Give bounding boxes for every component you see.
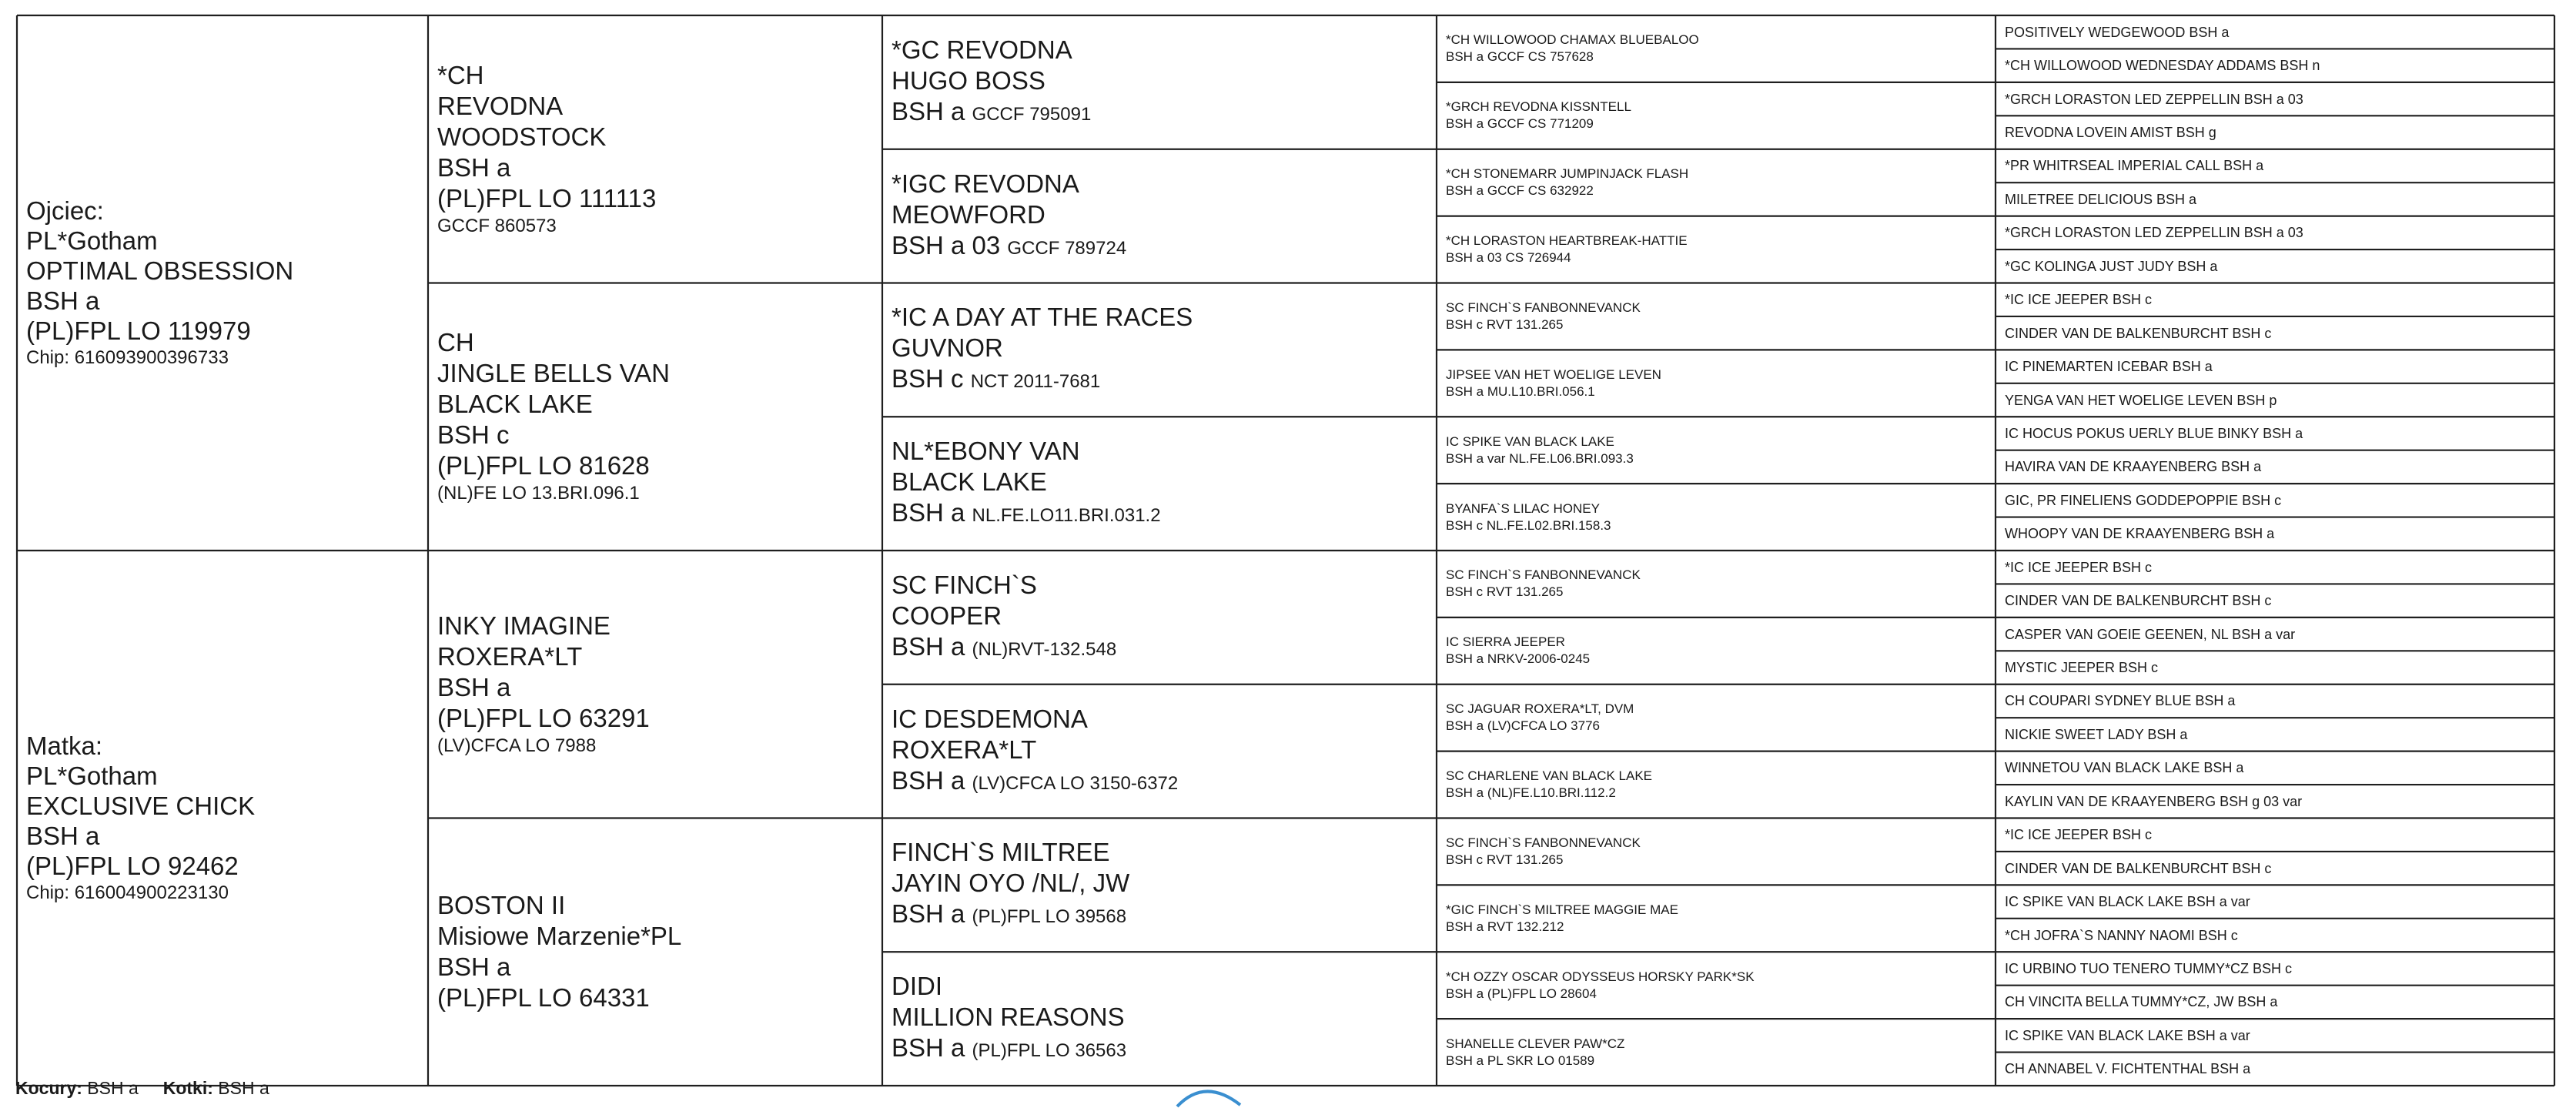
males-value: BSH a (87, 1078, 139, 1098)
ancestor-line: SC FINCH`S FANBONNEVANCK (1446, 835, 1641, 850)
ancestor-line: SHANELLE CLEVER PAW*CZ (1446, 1036, 1625, 1051)
ancestor-line: *CH WILLOWOOD CHAMAX BLUEBALOO (1446, 32, 1699, 48)
great-grandparent-line: GUVNOR (892, 333, 1003, 363)
ancestor-line: BSH a (LV)CFCA LO 3776 (1446, 718, 1600, 734)
ancestor-gen4-cell (1446, 484, 1989, 551)
ancestor-line: CINDER VAN DE BALKENBURCHT BSH c (2005, 593, 2272, 609)
registration-number: GCCF 795091 (972, 103, 1092, 125)
ancestor-gen5-cell (2005, 484, 2548, 517)
ancestor-line: YENGA VAN HET WOELIGE LEVEN BSH p (2005, 392, 2277, 408)
grandparent-cell (437, 551, 876, 818)
grandparent-line: (PL)FPL LO 81628 (437, 451, 650, 480)
ancestor-gen4-cell (1446, 551, 1989, 618)
registration-number: NCT 2011-7681 (970, 371, 1101, 393)
ancestor-line: *PR WHITRSEAL IMPERIAL CALL BSH a (2005, 158, 2264, 174)
great-grandparent-cell (892, 283, 1430, 417)
parent-line: OPTIMAL OBSESSION (26, 256, 294, 285)
ancestor-line: REVODNA LOVEIN AMIST BSH g (2005, 125, 2216, 141)
males-label: Kocury: (15, 1078, 82, 1098)
ancestor-gen5-cell (2005, 417, 2548, 450)
ancestor-gen4-cell (1446, 283, 1989, 350)
ancestor-line: *IC ICE JEEPER BSH c (2005, 827, 2153, 843)
great-grandparent-line: HUGO BOSS (892, 65, 1045, 95)
breed-line: BSH a NL.FE.LO11.BRI.031.2 (892, 498, 1161, 527)
ancestor-line: *GC KOLINGA JUST JUDY BSH a (2005, 258, 2218, 274)
ancestor-line: HAVIRA VAN DE KRAAYENBERG BSH a (2005, 459, 2262, 475)
great-grandparent-line: MEOWFORD (892, 199, 1045, 229)
ancestor-line: BSH c RVT 131.265 (1446, 316, 1564, 332)
parent-line: BSH a (26, 286, 100, 315)
ancestor-gen5-cell (2005, 919, 2548, 952)
ancestor-line: JIPSEE VAN HET WOELIGE LEVEN (1446, 367, 1661, 382)
great-grandparent-line: *IC A DAY AT THE RACES (892, 303, 1193, 332)
ancestor-gen5-cell (2005, 149, 2548, 182)
ancestor-gen4-cell (1446, 1019, 1989, 1086)
ancestor-gen5-cell (2005, 216, 2548, 249)
ancestor-line: BSH c RVT 131.265 (1446, 852, 1564, 867)
ancestor-line: BSH a NRKV-2006-0245 (1446, 651, 1591, 667)
great-grandparent-cell (892, 685, 1430, 818)
grandparent-line: (PL)FPL LO 63291 (437, 703, 650, 732)
ancestor-line: CH COUPARI SYDNEY BLUE BSH a (2005, 693, 2236, 709)
grandparent-line: WOODSTOCK (437, 122, 607, 151)
registration-number: (NL)FE LO 13.BRI.096.1 (437, 483, 640, 504)
ancestor-line: MILETREE DELICIOUS BSH a (2005, 191, 2197, 207)
ancestor-line: BSH a MU.L10.BRI.056.1 (1446, 383, 1595, 399)
ancestor-line: GIC, PR FINELIENS GODDEPOPPIE BSH c (2005, 492, 2282, 508)
grandparent-line: BSH c (437, 420, 510, 450)
sire-cell (26, 15, 422, 551)
parent-line: (PL)FPL LO 119979 (26, 316, 251, 345)
stamp-mark (1174, 1082, 1243, 1108)
great-grandparent-cell (892, 149, 1430, 283)
ancestor-line: BSH a 03 CS 726944 (1446, 250, 1571, 266)
ancestor-line: *GRCH LORASTON LED ZEPPELLIN BSH a 03 (2005, 225, 2303, 241)
ancestor-line: *IC ICE JEEPER BSH c (2005, 559, 2153, 575)
registration-number: GCCF 789724 (1007, 237, 1127, 259)
breed-line: BSH c NCT 2011-7681 (892, 364, 1101, 393)
registration-number: NL.FE.LO11.BRI.031.2 (972, 505, 1161, 527)
ancestor-gen4-cell (1446, 818, 1989, 885)
registration-number: (LV)CFCA LO 3150-6372 (972, 772, 1179, 794)
grandparent-line: BSH a (437, 952, 511, 982)
ancestor-gen5-cell (2005, 885, 2548, 918)
ancestor-line: IC URBINO TUO TENERO TUMMY*CZ BSH c (2005, 960, 2293, 976)
ancestor-gen5-cell (2005, 986, 2548, 1019)
registration-number: GCCF 860573 (437, 215, 557, 236)
grandparent-line: (PL)FPL LO 111113 (437, 183, 657, 213)
ancestor-line: *IC ICE JEEPER BSH c (2005, 292, 2153, 308)
ancestor-line: *CH JOFRA`S NANNY NAOMI BSH c (2005, 927, 2238, 943)
grandparent-line: ROXERA*LT (437, 641, 583, 671)
grandparent-line: REVODNA (437, 91, 564, 120)
registration-number: (PL)FPL LO 36563 (972, 1040, 1127, 1062)
ancestor-line: *GRCH LORASTON LED ZEPPELLIN BSH a 03 (2005, 91, 2303, 107)
ancestor-line: IC SIERRA JEEPER (1446, 634, 1565, 650)
breed-line: BSH a 03 GCCF 789724 (892, 230, 1127, 259)
great-grandparent-line: ROXERA*LT (892, 735, 1037, 764)
grandparent-line: (PL)FPL LO 64331 (437, 983, 650, 1013)
ancestor-gen5-cell (2005, 182, 2548, 216)
great-grandparent-line: *GC REVODNA (892, 35, 1072, 64)
parent-line: EXCLUSIVE CHICK (26, 792, 256, 820)
breed-line: BSH a (LV)CFCA LO 3150-6372 (892, 765, 1179, 795)
grandparent-line: Misiowe Marzenie*PL (437, 922, 682, 951)
grandparent-line: BLACK LAKE (437, 390, 593, 419)
ancestor-gen5-cell (2005, 852, 2548, 885)
ancestor-line: MYSTIC JEEPER BSH c (2005, 660, 2159, 676)
ancestor-line: IC PINEMARTEN ICEBAR BSH a (2005, 359, 2213, 375)
grandparent-cell (437, 818, 876, 1086)
great-grandparent-cell (892, 818, 1430, 952)
ancestor-line: BSH a (PL)FPL LO 28604 (1446, 986, 1597, 1001)
ancestor-line: BSH c RVT 131.265 (1446, 584, 1564, 600)
registration-number: (PL)FPL LO 39568 (972, 906, 1127, 928)
great-grandparent-cell (892, 15, 1430, 149)
grandparent-line: INKY IMAGINE (437, 611, 611, 640)
ancestor-line: BSH a GCCF CS 632922 (1446, 183, 1594, 199)
ancestor-gen4-cell (1446, 149, 1989, 216)
ancestor-gen5-cell (2005, 751, 2548, 785)
breed-line: BSH a (PL)FPL LO 39568 (892, 899, 1127, 929)
females-value: BSH a (218, 1078, 269, 1098)
ancestor-gen5-cell (2005, 316, 2548, 350)
dam-cell (26, 551, 422, 1086)
ancestor-line: IC HOCUS POKUS UERLY BLUE BINKY BSH a (2005, 425, 2303, 441)
grandparent-line: JINGLE BELLS VAN (437, 359, 671, 388)
parent-line: PL*Gotham (26, 762, 158, 790)
ancestor-gen5-cell (2005, 82, 2548, 115)
ancestor-gen5-cell (2005, 249, 2548, 283)
ancestor-line: BSH a RVT 132.212 (1446, 919, 1564, 934)
grandparent-line: CH (437, 328, 474, 357)
great-grandparent-line: NL*EBONY VAN (892, 437, 1080, 466)
great-grandparent-cell (892, 551, 1430, 685)
ancestor-line: BSH a PL SKR LO 01589 (1446, 1053, 1595, 1068)
ancestor-gen5-cell (2005, 383, 2548, 417)
great-grandparent-cell (892, 417, 1430, 551)
ancestor-line: BSH a GCCF CS 757628 (1446, 49, 1594, 65)
ancestor-gen5-cell (2005, 551, 2548, 584)
great-grandparent-line: *IGC REVODNA (892, 169, 1079, 198)
grandparent-line: BSH a (437, 672, 511, 701)
ancestor-line: *GRCH REVODNA KISSNTELL (1446, 99, 1631, 115)
grandparent-line: BSH a (437, 152, 511, 182)
ancestor-gen4-cell (1446, 15, 1989, 82)
registration-number: (LV)CFCA LO 7988 (437, 735, 597, 756)
ancestor-line: NICKIE SWEET LADY BSH a (2005, 726, 2188, 742)
great-grandparent-line: DIDI (892, 972, 942, 1001)
ancestor-line: *CH OZZY OSCAR ODYSSEUS HORSKY PARK*SK (1446, 969, 1755, 984)
ancestor-gen5-cell (2005, 450, 2548, 484)
females-label: Kotki: (162, 1078, 213, 1098)
ancestor-line: WHOOPY VAN DE KRAAYENBERG BSH a (2005, 526, 2275, 542)
ancestor-gen5-cell (2005, 283, 2548, 316)
parent-line: PL*Gotham (26, 226, 158, 255)
ancestor-line: IC SPIKE VAN BLACK LAKE BSH a var (2005, 1027, 2250, 1043)
grandparent-cell (437, 283, 876, 551)
ancestor-gen5-cell (2005, 350, 2548, 383)
ancestor-line: BYANFA`S LILAC HONEY (1446, 500, 1600, 516)
ancestor-line: SC FINCH`S FANBONNEVANCK (1446, 300, 1641, 315)
great-grandparent-line: BLACK LAKE (892, 467, 1047, 497)
ancestor-line: CASPER VAN GOEIE GEENEN, NL BSH a var (2005, 626, 2296, 642)
great-grandparent-line: MILLION REASONS (892, 1003, 1125, 1032)
ancestor-line: *CH STONEMARR JUMPINJACK FLASH (1446, 166, 1689, 182)
ancestor-line: CINDER VAN DE BALKENBURCHT BSH c (2005, 325, 2272, 341)
ancestor-gen4-cell (1446, 216, 1989, 283)
parent-line: Ojciec: (26, 196, 104, 225)
ancestor-gen4-cell (1446, 82, 1989, 149)
great-grandparent-cell (892, 952, 1430, 1086)
ancestor-gen5-cell (2005, 584, 2548, 617)
ancestor-line: KAYLIN VAN DE KRAAYENBERG BSH g 03 var (2005, 793, 2303, 809)
ancestor-gen5-cell (2005, 718, 2548, 751)
ancestor-line: SC JAGUAR ROXERA*LT, DVM (1446, 701, 1634, 717)
ancestor-line: IC SPIKE VAN BLACK LAKE BSH a var (2005, 894, 2250, 910)
ancestor-gen5-cell (2005, 1019, 2548, 1052)
grandparent-line: *CH (437, 60, 484, 89)
ancestor-line: *GIC FINCH`S MILTREE MAGGIE MAE (1446, 902, 1678, 917)
ancestor-line: WINNETOU VAN BLACK LAKE BSH a (2005, 760, 2244, 776)
ancestor-gen4-cell (1446, 885, 1989, 952)
ancestor-line: BSH a GCCF CS 771209 (1446, 116, 1594, 132)
ancestor-gen4-cell (1446, 685, 1989, 751)
ancestor-gen4-cell (1446, 350, 1989, 417)
chip-number: Chip: 616093900396733 (26, 347, 229, 368)
breed-line: BSH a (NL)RVT-132.548 (892, 631, 1117, 661)
grandparent-cell (437, 15, 876, 283)
ancestor-line: CH VINCITA BELLA TUMMY*CZ, JW BSH a (2005, 994, 2278, 1010)
ancestor-gen5-cell (2005, 952, 2548, 985)
breed-line: BSH a GCCF 795091 (892, 96, 1092, 126)
great-grandparent-line: COOPER (892, 601, 1002, 630)
ancestor-gen5-cell (2005, 651, 2548, 684)
great-grandparent-line: IC DESDEMONA (892, 704, 1088, 733)
ancestor-gen5-cell (2005, 49, 2548, 82)
ancestor-gen4-cell (1446, 417, 1989, 484)
grandparent-line: BOSTON II (437, 891, 566, 920)
ancestor-gen4-cell (1446, 618, 1989, 685)
ancestor-line: *CH LORASTON HEARTBREAK-HATTIE (1446, 233, 1688, 249)
ancestor-line: BSH a (NL)FE.L10.BRI.112.2 (1446, 785, 1616, 801)
ancestor-line: SC CHARLENE VAN BLACK LAKE (1446, 768, 1652, 784)
great-grandparent-line: FINCH`S MILTREE (892, 838, 1110, 867)
registration-number: (NL)RVT-132.548 (972, 638, 1117, 660)
breed-line: BSH a (PL)FPL LO 36563 (892, 1033, 1127, 1063)
great-grandparent-line: SC FINCH`S (892, 570, 1037, 599)
ancestor-gen5-cell (2005, 517, 2548, 551)
ancestor-gen5-cell (2005, 15, 2548, 49)
ancestor-gen5-cell (2005, 818, 2548, 852)
ancestor-gen5-cell (2005, 785, 2548, 818)
ancestor-line: SC FINCH`S FANBONNEVANCK (1446, 567, 1641, 583)
ancestor-gen4-cell (1446, 751, 1989, 818)
ancestor-gen5-cell (2005, 685, 2548, 718)
color-legend (15, 1078, 269, 1099)
ancestor-line: CINDER VAN DE BALKENBURCHT BSH c (2005, 860, 2272, 876)
ancestor-gen5-cell (2005, 1053, 2548, 1086)
parent-line: Matka: (26, 731, 103, 760)
ancestor-gen5-cell (2005, 618, 2548, 651)
ancestor-gen5-cell (2005, 115, 2548, 149)
parent-line: (PL)FPL LO 92462 (26, 852, 239, 880)
great-grandparent-line: JAYIN OYO /NL/, JW (892, 869, 1130, 898)
parent-line: BSH a (26, 822, 100, 850)
ancestor-line: IC SPIKE VAN BLACK LAKE (1446, 433, 1614, 449)
ancestor-line: CH ANNABEL V. FICHTENTHAL BSH a (2005, 1061, 2251, 1077)
ancestor-line: *CH WILLOWOOD WEDNESDAY ADDAMS BSH n (2005, 58, 2320, 74)
ancestor-line: BSH a var NL.FE.L06.BRI.093.3 (1446, 450, 1634, 466)
ancestor-line: POSITIVELY WEDGEWOOD BSH a (2005, 24, 2230, 40)
ancestor-gen4-cell (1446, 952, 1989, 1019)
ancestor-line: BSH c NL.FE.L02.BRI.158.3 (1446, 517, 1611, 533)
chip-number: Chip: 616004900223130 (26, 882, 229, 903)
